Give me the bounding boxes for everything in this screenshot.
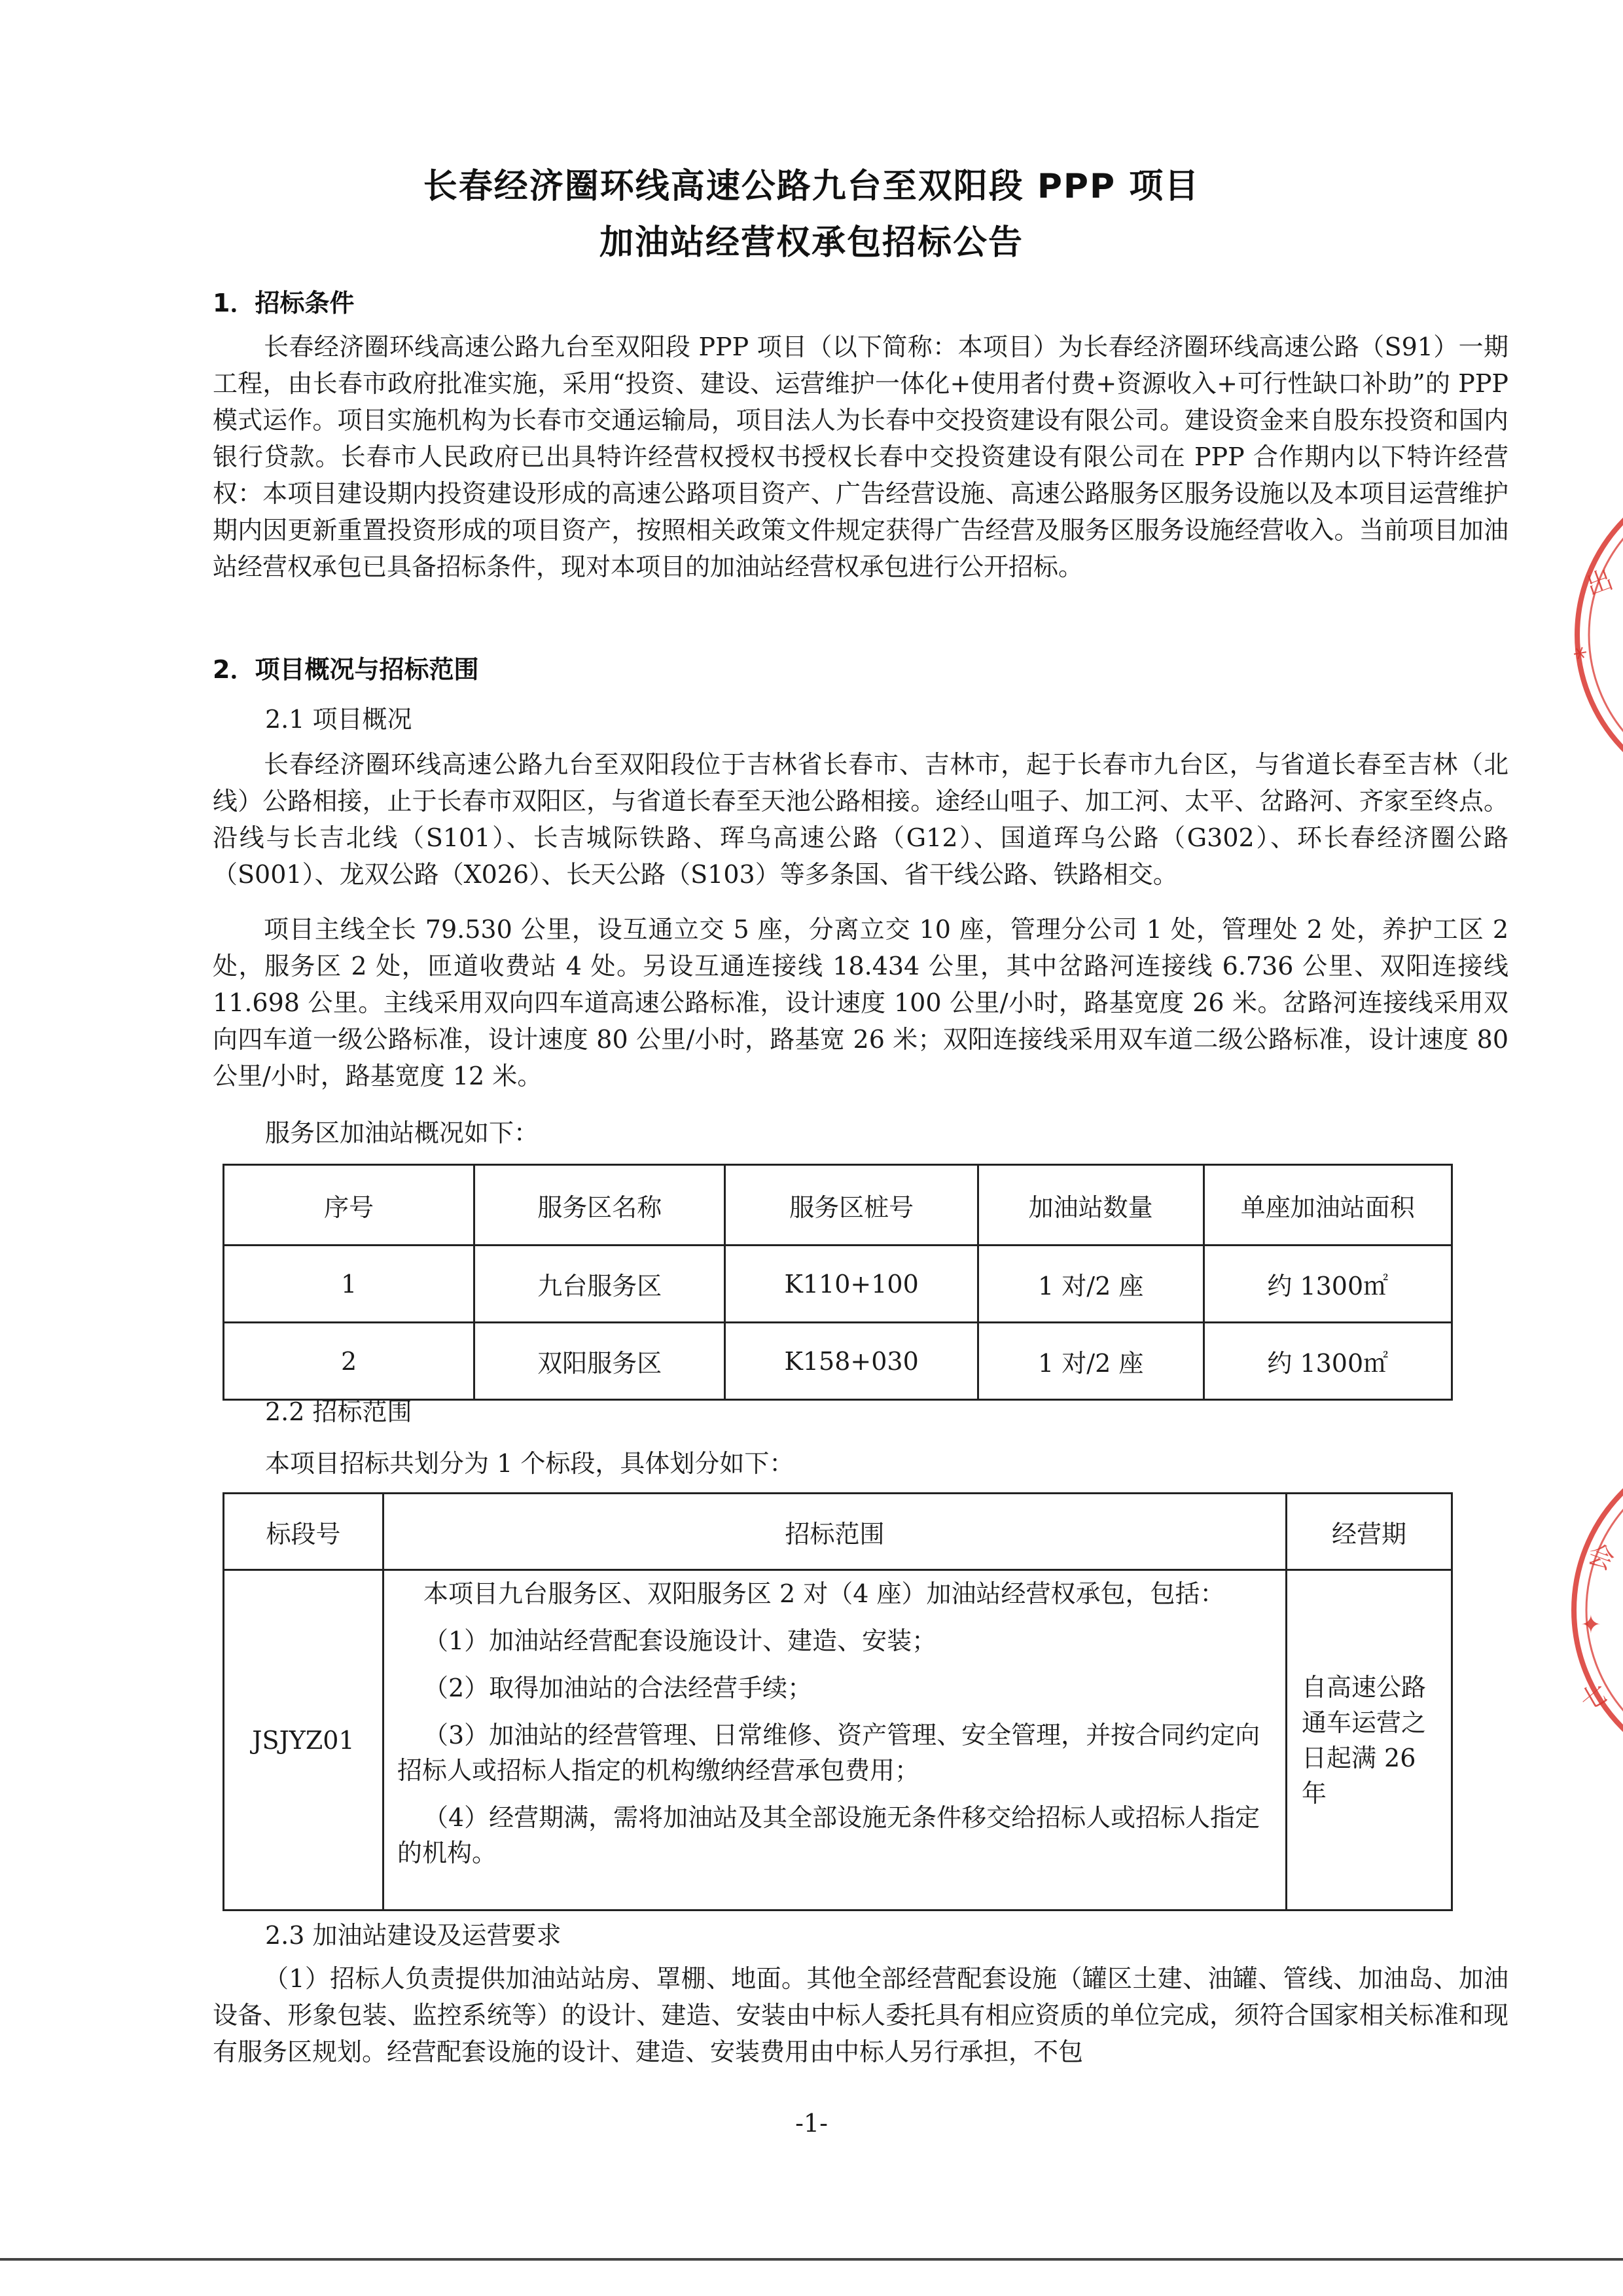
operating-period-cell: 自高速公路通车运营之日起满 26 年 [1286,1570,1452,1910]
column-header: 服务区名称 [474,1165,725,1246]
scope-item: （3）加油站的经营管理、日常维修、资产管理、安全管理，并按合同约定向招标人或招标人指定的机构缴纳经营承包费用； [397,1721,1260,1785]
svg-text:*: * [1568,641,1598,673]
page-number: -1- [795,2109,828,2138]
table-row [224,1323,1452,1400]
lot-number-cell: JSJYZ01 [224,1570,383,1910]
document-title-line1: 长春经济圈环线高速公路九台至双阳段 PPP 项目 [423,167,1200,206]
svg-text:会: 会 [1583,1539,1618,1577]
column-header: 服务区桩号 [725,1165,978,1246]
section2-heading: 2．项目概况与招标范围 [213,655,479,684]
subsection-2-3-heading: 2.3 加油站建设及运营要求 [265,1921,562,1950]
bid-scope-cell [383,1570,1286,1910]
document-title-line2: 加油站经营权承包招标公告 [599,223,1024,262]
table-cell: 1 [224,1246,474,1323]
bid-scope-table [223,1492,1453,1911]
subsection-2-2-heading: 2.2 招标范围 [265,1397,412,1426]
scope-item: （2）取得加油站的合法经营手续； [423,1674,813,1702]
table-header-row [224,1165,1452,1246]
column-header: 经营期 [1286,1494,1452,1570]
table-cell: K110+100 [725,1246,978,1323]
table-cell: K158+030 [725,1323,978,1400]
column-header: 序号 [224,1165,474,1246]
svg-text:七: 七 [1575,1677,1613,1717]
table-cell: 约 1300㎡ [1204,1246,1452,1323]
table-cell: 约 1300㎡ [1204,1323,1452,1400]
svg-text:出: 出 [1582,564,1618,602]
table-row [224,1570,1452,1910]
requirements-paragraph: （1）招标人负责提供加油站站房、罩棚、地面。其他全部经营配套设施（罐区土建、油罐、管线、加油岛、加油设备、形象包装、监控系统等）的设计、建造、安装由中标人委托具有相应资质的单位完成，须符合国家相关标准和现有服务区规划。经营配套设施的设计、建造、安装费用由中标人另行承担，不包 [213,1964,1508,2066]
project-overview-paragraph: 长春经济圈环线高速公路九台至双阳段位于吉林省长春市、吉林市，起于长春市九台区，与省道长春至吉林（北线）公路相接，止于长春市双阳区，与省道长春至天池公路相接。途经山咀子、加工河、太平、岔路河、齐家至终点。沿线与长吉北线（S101）、长吉城际铁路、珲乌高速公路（G12）、国道珲乌公路（G302）、环长春经济圈公路（S001）、龙双公路（X026）、长天公路（S103）等多条国、省干线公路、铁路相交。 [213,750,1508,889]
seal-stamp-icon [1564,497,1623,772]
seal-stamp-icon [1561,1469,1623,1751]
section1-heading: 1．招标条件 [213,289,355,317]
column-header: 招标范围 [383,1494,1286,1570]
scope-item: （4）经营期满，需将加油站及其全部设施无条件移交给招标人或招标人指定的机构。 [397,1803,1260,1867]
svg-text:✦: ✦ [1580,1610,1601,1639]
table-cell: 1 对/2 座 [978,1323,1204,1400]
service-table-intro: 服务区加油站概况如下： [265,1119,539,1147]
project-specs-paragraph: 项目主线全长 79.530 公里，设互通立交 5 座，分离立交 10 座，管理分公司 1 处，管理处 2 处，养护工区 2 处，服务区 2 处，匝道收费站 4 处。另设互通连接线 18.434 公里，其中岔路河连接线 6.736 公里、双阳连接线 11.698 公里。主线采用双向四车道高速公路标准，设计速度 100 公里/小时，路基宽度 26 米。岔路河连接线采用双向四车道一级公路标准，设计速度 80 公里/小时，路基宽 26 米；双阳连接线采用双车道二级公路标准，设计速度 80 公里/小时，路基宽度 12 米。 [213,915,1508,1090]
table-cell: 1 对/2 座 [978,1246,1204,1323]
table-header-row [224,1494,1452,1570]
bid-lot-intro: 本项目招标共划分为 1 个标段，具体划分如下： [265,1449,794,1478]
column-header: 标段号 [224,1494,383,1570]
page-bottom-border [0,2258,1623,2261]
table-cell: 2 [224,1323,474,1400]
column-header: 单座加油站面积 [1204,1165,1452,1246]
table-cell: 双阳服务区 [474,1323,725,1400]
scope-item: （1）加油站经营配套设施设计、建造、安装； [423,1626,937,1655]
column-header: 加油站数量 [978,1165,1204,1246]
service-area-table [223,1164,1453,1401]
section1-body: 长春经济圈环线高速公路九台至双阳段 PPP 项目（以下简称：本项目）为长春经济圈环线高速公路（S91）一期工程，由长春市政府批准实施，采用“投资、建设、运营维护一体化+使用者付费+资源收入+可行性缺口补助”的 PPP 模式运作。项目实施机构为长春市交通运输局，项目法人为长春中交投资建设有限公司。建设资金来自股东投资和国内银行贷款。长春市人民政府已出具特许经营权授权书授权长春中交投资建设有限公司在 PPP 合作期内以下特许经营权：本项目建设期内投资建设形成的高速公路项目资产、广告经营设施、高速公路服务区服务设施以及本项目运营维护期内因更新重置投资形成的项目资产，按照相关政策文件规定获得广告经营及服务区服务设施经营收入。当前项目加油站经营权承包已具备招标条件，现对本项目的加油站经营权承包进行公开招标。 [213,332,1508,581]
table-row [224,1246,1452,1323]
table-cell: 九台服务区 [474,1246,725,1323]
scope-item: 本项目九台服务区、双阳服务区 2 对（4 座）加油站经营权承包，包括： [423,1579,1225,1608]
subsection-2-1-heading: 2.1 项目概况 [265,705,412,734]
